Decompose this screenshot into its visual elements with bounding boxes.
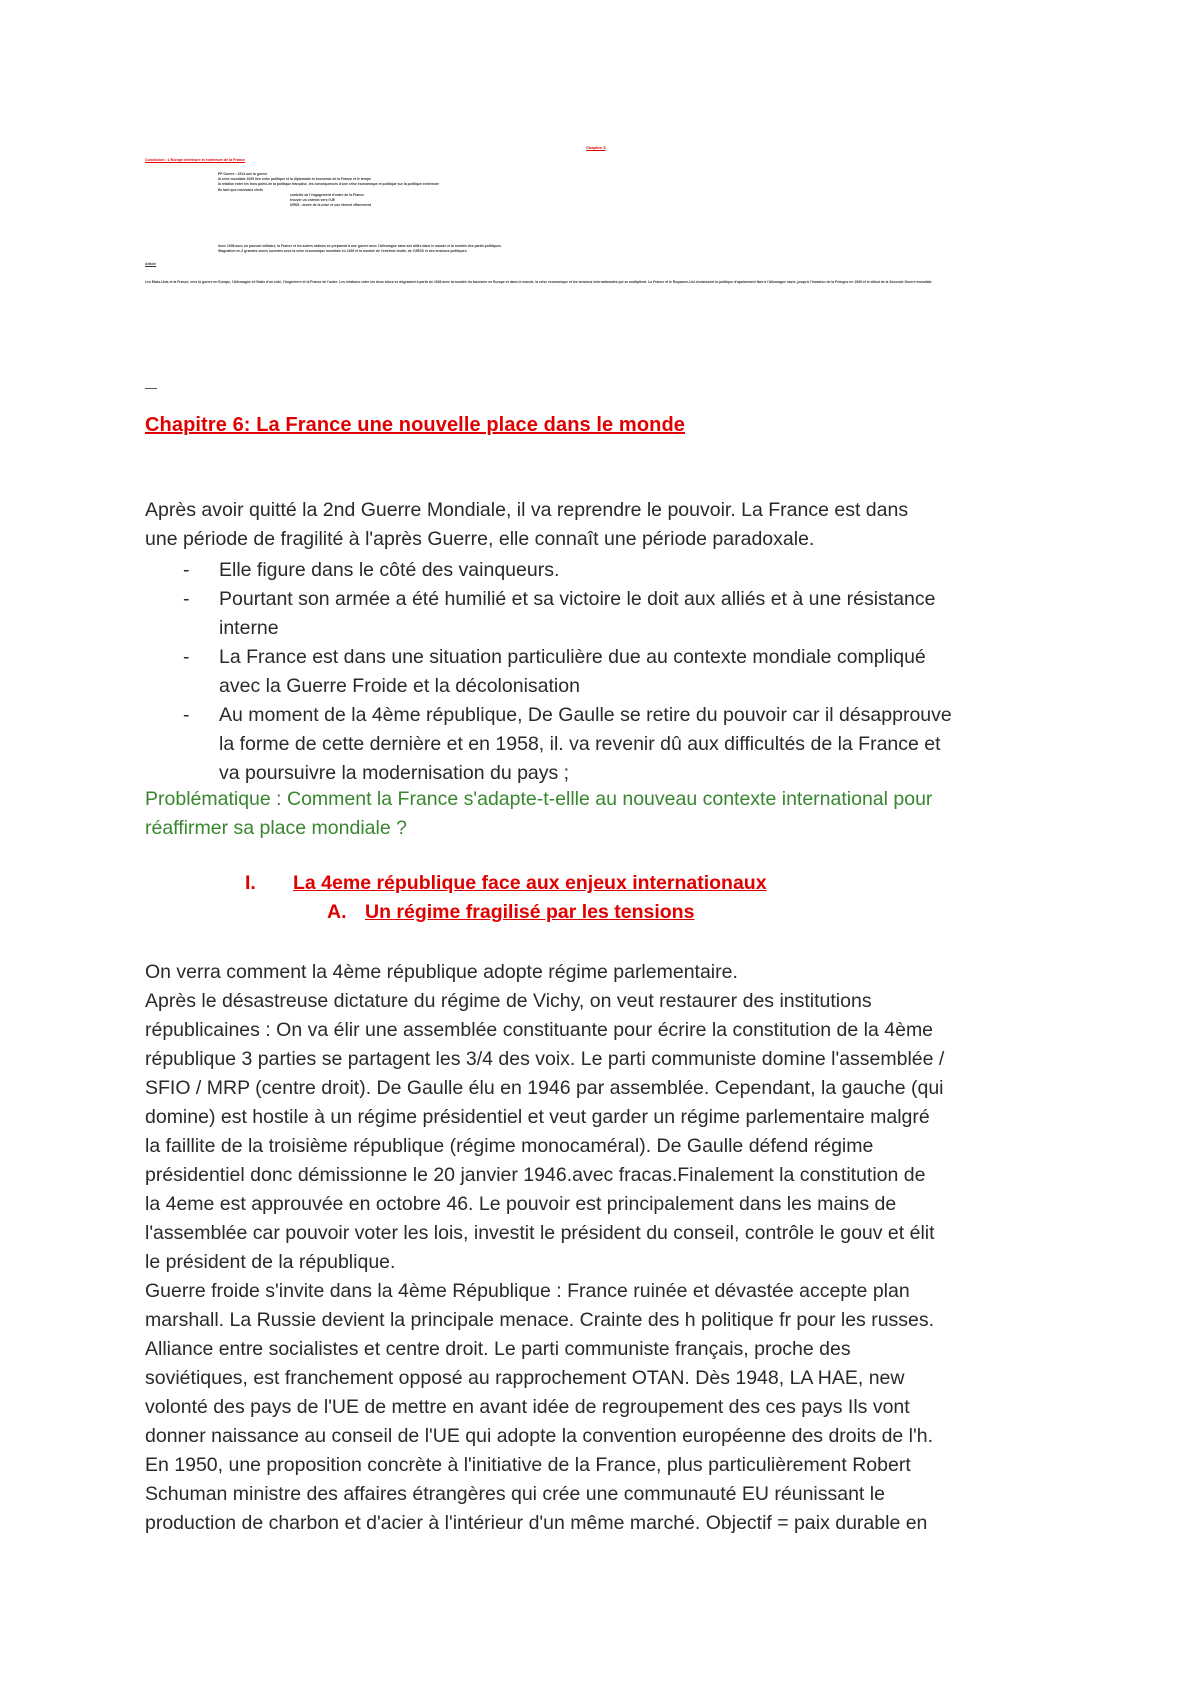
mini-note-subline: contrôle de l'engagement d'ordre de la France — [290, 192, 365, 197]
list-item-line: la forme de cette dernière et en 1958, il. va revenir dû aux difficultés de la France et — [219, 733, 941, 755]
list-item-line: avec la Guerre Froide et la décolonisation — [219, 675, 580, 697]
body-line: marshall. La Russie devient la principale menace. Crainte des h politique fr pour les russes. — [145, 1309, 935, 1331]
subsection-title: Un régime fragilisé par les tensions — [365, 901, 695, 923]
body-line: volonté des pays de l'UE de mettre en avant idée de regroupement des ces pays Ils vont — [145, 1396, 910, 1418]
body-line: Après le désastreuse dictature du régime de Vichy, on veut restaurer des institutions — [145, 990, 872, 1012]
list-item — [145, 585, 1065, 643]
list-item-line: Pourtant son armée a été humilié et sa victoire le doit aux alliés et à une résistance — [219, 588, 936, 610]
body-line: Guerre froide s'invite dans la 4ème République : France ruinée et dévastée accepte plan — [145, 1280, 910, 1302]
bullet-marker: - — [183, 588, 190, 610]
body-line: l'assemblée car pouvoir voter les lois, investit le président du conseil, contrôle le gouv et élit — [145, 1222, 935, 1244]
intro-line: une période de fragilité à l'après Guerre, elle connaît une période paradoxale. — [145, 528, 815, 550]
mini-chapter-title: Chapitre 5 — [586, 145, 606, 150]
list-item — [145, 556, 1065, 585]
mini-conclusion-heading: Conclusion : L'Europe intérieure et extérieure de la France — [145, 158, 245, 162]
list-item-line: va poursuivre la modernisation du pays ; — [219, 762, 570, 784]
body-line: En 1950, une proposition concrète à l'initiative de la France, plus particulièrement Robert — [145, 1454, 911, 1476]
mini-note-line: Stagnation en 2 grandes zones ouvertes avec la crise économique mondiale en 1929 et la montée de l'extrême droite, de l'URSS et des tensions politiques. — [218, 249, 468, 254]
body-line: le président de la république. — [145, 1251, 396, 1273]
body-line: la faillite de la troisième république (régime monocaméral). De Gaulle défend régime — [145, 1135, 874, 1157]
intro-line: Après avoir quitté la 2nd Guerre Mondiale, il va reprendre le pouvoir. La France est dans — [145, 499, 909, 521]
body-line: république 3 parties se partagent les 3/4 des voix. Le parti communiste domine l'assemblée / — [145, 1048, 945, 1070]
list-item-line: interne — [219, 617, 279, 639]
body-line: SFIO / MRP (centre droit). De Gaulle élu en 1946 par assemblée. Cependant, la gauche (qui — [145, 1077, 944, 1099]
intro-paragraph — [145, 496, 1065, 554]
subsection-heading-A — [327, 901, 694, 924]
list-item-line: La France est dans une situation particulière due au contexte mondiale compliqué — [219, 646, 926, 668]
bullet-marker: - — [183, 646, 190, 668]
list-item — [145, 643, 1065, 701]
bullet-list — [145, 556, 1065, 788]
body-line: Schuman ministre des affaires étrangères qui crée une communauté EU réunissant le — [145, 1483, 885, 1505]
bullet-marker: - — [183, 704, 190, 726]
body-line: la 4eme est approuvée en octobre 46. Le pouvoir est principalement dans les mains de — [145, 1193, 897, 1215]
body-line: production de charbon et d'acier à l'intérieur d'un même marché. Objectif = paix durable en — [145, 1512, 928, 1534]
subsection-number: A. — [327, 901, 347, 923]
mini-note-line: la relation entre les trois partis de la politique française, les conséquences d'une crise économique et politique sur la politique extérieure — [218, 182, 439, 187]
body-line: soviétiques, est franchement opposé au rapprochement OTAN. Dès 1948, LA HAE, new — [145, 1367, 905, 1389]
mini-article-label: Article — [145, 262, 157, 266]
bullet-marker: - — [183, 559, 190, 581]
body-line: On verra comment la 4ème république adopte régime parlementaire. — [145, 961, 738, 983]
list-item-line: Au moment de la 4ème république, De Gaulle se retire du pouvoir car il désapprouve — [219, 704, 952, 726]
mini-notes-block — [218, 172, 818, 208]
body-line: Alliance entre socialistes et centre droit. Le parti communiste français, proche des — [145, 1338, 851, 1360]
list-item-line: Elle figure dans le côté des vainqueurs. — [219, 559, 560, 581]
body-line: républicaines : On va élir une assemblée constituante pour écrire la constitution de la 4ème — [145, 1019, 934, 1041]
mini-paragraph: Les Etats-Unis et la France, vers la guerre en Europe, l'Allemagne et l'Italie d'un côté, l'Angleterre et la France de l'autre. Les relations entre les deux blocs se dégradent à partir de 1936 avec la montée du fascisme en Europe et dans le monde, la crise économique et les tensions internationales qui se multiplient. La France et le Royaume-Uni choisissent la politique d'apaisement face à l'Allemagne nazie, jusqu'à l'invasion de la Pologne en 1939 et le début de la Seconde Guerre mondiale. — [145, 280, 933, 284]
mini-note-subline: trouver un chemin vers l'UE — [290, 198, 335, 203]
separator-dash — [145, 388, 157, 389]
body-line: domine) est hostile à un régime présidentiel et veut garder un régime parlementaire malgré — [145, 1106, 930, 1128]
problematique-line: réaffirmer sa place mondiale ? — [145, 817, 407, 839]
section-title: La 4eme république face aux enjeux internationaux — [293, 872, 767, 894]
section-number: I. — [245, 872, 256, 894]
body-line: donner naissance au conseil de l'UE qui adopte la convention européenne des droits de l'h. — [145, 1425, 933, 1447]
body-line: présidentiel donc démissionne le 20 janvier 1946.avec fracas.Finalement la constitution de — [145, 1164, 926, 1186]
mini-note-line: En tant que nouveaux chefs — [218, 187, 264, 192]
body-paragraph — [145, 958, 1065, 1538]
mini-note-line: la crise mondiale 1929 lien entre politique et la diplomatie et économie de la France et le temps — [218, 177, 371, 182]
mini-note-line: PP Guerre : 1914 une la guerre — [218, 172, 268, 176]
mini-note-subline: URSS : durée de la crise et son éternel effacement — [290, 203, 372, 208]
mini-note-line: Avec 1936 avec un pouvoir militaire, la France et les autres nations se préparent à une guerre avec l'Allemagne sans ses alliés dans le monde et la montée des partis politiques. — [218, 244, 502, 248]
list-item — [145, 701, 1065, 788]
section-heading-I — [245, 872, 767, 895]
problematique — [145, 785, 1065, 843]
problematique-line: Problématique : Comment la France s'adapte-t-ellle au nouveau contexte international pour — [145, 788, 933, 810]
chapter-title: Chapitre 6: La France une nouvelle place dans le monde — [145, 414, 685, 436]
mini-notes-block-2 — [218, 244, 818, 254]
